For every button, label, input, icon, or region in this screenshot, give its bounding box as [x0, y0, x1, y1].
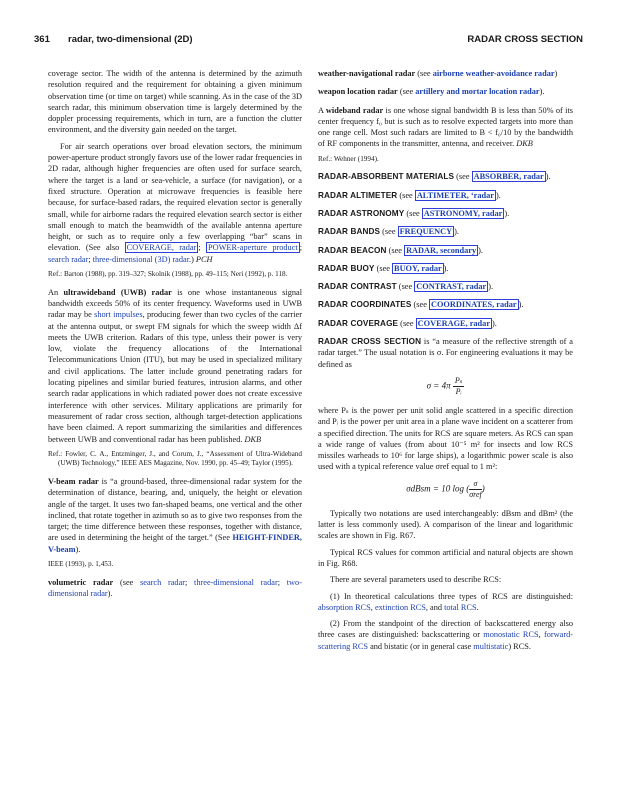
cross-reference-term: RADAR COVERAGE [318, 318, 399, 328]
cross-reference-link[interactable]: COORDINATES, radar [430, 300, 517, 310]
link-3d-radar[interactable]: three-dimensional (3D) radar. [92, 254, 192, 264]
cross-reference-entry: RADAR BEACON (see RADAR, secondary ). [318, 245, 483, 255]
right-column [318, 68, 573, 657]
term-volumetric: volumetric radar [48, 577, 114, 587]
cross-reference-entry: RADAR CONTRAST (see CONTRAST, radar ). [318, 282, 494, 292]
cross-reference-link[interactable]: ASTRONOMY, radar [423, 208, 503, 218]
paragraph: where Pₛ is the power per unit solid angle scattered in a specific direction and Pᵢ is the power per unit area in a plane wave incident on a scatterer from a specified direction. The units for RCS are square meters. As RCS can span a wide range of values (from about 10⁻⁵ m² for insects and low RCS missiles warheads to 10⁶ for large ships), a logarithmic power scale is also used with a typical reference value σref equal to 1 m²: [318, 405, 573, 472]
term-uwb: ultrawideband (UWB) radar [63, 287, 172, 297]
cross-reference-link[interactable]: CONTRAST, radar [416, 282, 487, 292]
entry-weapon-location: weapon location radar (see artillery and mortar location radar). [318, 87, 545, 97]
cross-reference-entry: RADAR ASTRONOMY (see ASTRONOMY, radar ). [318, 208, 510, 218]
page-header [34, 34, 583, 50]
paragraph: (2) From the standpoint of the direction of backscattered energy also three cases are distinguished: backscattering or monostatic RCS, forward-scattering RCS and bistatic (or in general case multistatic) RCS. [318, 619, 574, 651]
entry-weather-nav: weather-navigational radar (see airborne weather-avoidance radar) [318, 69, 558, 78]
cross-reference-entry: RADAR COORDINATES (see COORDINATES, radar ). [318, 300, 524, 310]
link-3d-radar[interactable]: three-dimensional radar [194, 577, 278, 587]
left-column [48, 68, 302, 604]
link-power-aperture-product[interactable]: POWER-aperture product [208, 243, 298, 253]
cross-reference-term: RADAR-ABSORBENT MATERIALS [318, 172, 455, 182]
term-wideband: wideband radar [325, 105, 384, 115]
link-multistatic[interactable]: multistatic [473, 641, 509, 651]
paragraph: For air search operations over broad elevation sectors, the minimum power-aperture product strongly favors use of the lower radar frequencies in 2D radar, although higher frequencies are often used for surface search, where the target is a land or sea-vehicle, a surface (for navigation), or a fixed structure. Operation at microwave frequencies is feasible here because, for surface-based radars, the required elevation sector is generally small, while for airborne radars the required elevation search sector is either small enough to match the beamwidth of the available antenna aperture height, or such as to require only a few overlapping “bar” scans in elevation. (See also COVERAGE, radar ; POWER-aperture product ; search radar; three-dimensional (3D) radar.) PCH [48, 141, 302, 264]
reference: Ref.: Wehner (1994). [318, 154, 379, 163]
term-vbeam: V-beam radar [48, 476, 99, 486]
cross-reference-entry: RADAR-ABSORBENT MATERIALS (see ABSORBER, radar ). [318, 172, 551, 182]
term-rcs: RADAR CROSS SECTION [318, 337, 422, 347]
cross-reference-list [318, 171, 573, 329]
formula-dbsm: σdBsm = 10 log ( $\frac{\sigma}{\text{σref}}$ ) [406, 478, 485, 499]
paragraph: (1) In theoretical calculations three types of RCS are distinguished: absorption RCS, extinction RCS, and total RCS. [318, 591, 573, 612]
link-total-rcs[interactable]: total RCS [444, 602, 477, 612]
link-2d-radar[interactable]: two-dimensional radar [48, 577, 302, 598]
reference: IEEE (1993), p. 1,453. [48, 560, 114, 569]
cross-reference-entry: RADAR BUOY (see BUOY, radar ). [318, 263, 449, 273]
cross-reference-link[interactable]: ABSORBER, radar [473, 172, 544, 182]
page-number: 361 [34, 34, 50, 45]
link-weather-avoidance[interactable]: airborne weather-avoidance radar [432, 69, 555, 78]
cross-reference-term: RADAR CONTRAST [318, 282, 397, 292]
section-title: radar, two-dimensional (2D) [68, 34, 193, 45]
link-search-radar[interactable]: search radar [140, 577, 186, 587]
link-forward-scattering-rcs[interactable]: forward-scattering RCS [318, 630, 574, 651]
cross-reference-term: RADAR ASTRONOMY [318, 208, 405, 218]
link-extinction-rcs[interactable]: extinction RCS [374, 602, 426, 612]
reference: Ref.: Fowler, C. A., Entzminger, J., and Corum, J., “Assessment of Ultra-Wideband (UWB) Technology,” IEEE AES Magazine, Nov. 1990, pp. 45–49; Taylor (1995). [48, 449, 302, 468]
link-monostatic-rcs[interactable]: monostatic RCS [483, 630, 539, 640]
paragraph: There are several parameters used to describe RCS: [330, 575, 502, 585]
cross-reference-link[interactable]: BUOY, radar [394, 263, 442, 273]
cross-reference-term: RADAR BANDS [318, 227, 381, 237]
cross-reference-term: RADAR COORDINATES [318, 300, 412, 310]
paragraph-wideband: A wideband radar is one whose signal bandwidth B is less than 50% of its center frequency f₀ but is such as to resolve expected targets into more than one range cell. Most such radars are limited to B < f₀/10 by the bandwidth of RF components in the transmitter, antenna, and receiver. DKB [318, 105, 574, 149]
reference: Ref.: Barton (1988), pp. 319–327; Skolnik (1988), pp. 49–115; Neri (1992), p. 118. [48, 270, 288, 279]
paragraph: Typical RCS values for common artificial and natural objects are shown in Fig. R68. [318, 547, 573, 568]
author-initials: PCH [195, 254, 213, 264]
author-initials: DKB [244, 434, 262, 444]
cross-reference-link[interactable]: RADAR, secondary [406, 245, 477, 255]
paragraph-uwb: An ultrawideband (UWB) radar is one whose instantaneous signal bandwidth exceeds 50% of its center frequency. Waveforms used in UWB radar may be short impulses, producing fewer than two cycles of the carrier at the antenna output, or swept FM signals for which the sweep width Δf meets the UWB criterion. Radars of this type, unless their power is very low, violate the frequency allocations of the International Telecommunications Union (ITU), but may be used in specialized military and civil applications. The latter include ground penetrating radars for locating pipelines and similar buried features, intrusion alarms, and other search radar applications in which radiated power does not create excessive interference with other services. Military applications are primarily for measurement of radar cross section, although target-detection applications have been claimed. A report summarizing the similarities and differences between UWB and conventional radar has been published. DKB [48, 287, 303, 444]
paragraph-rcs: RADAR CROSS SECTION is “a measure of the reflective strength of a radar target.” The usual notation is σ. For engineering evaluations it may be defined as [318, 337, 573, 369]
paragraph: Typically two notations are used interchangeably: dBsm and dBm² (the latter is less commonly used). A comparison of the linear and logarithmic scales are shown in Fig. R67. [318, 508, 573, 541]
link-coverage-radar[interactable]: COVERAGE, radar [126, 243, 197, 253]
cross-reference-link[interactable]: ALTIMETER, ‘radar [416, 190, 494, 200]
cross-reference-link[interactable]: FREQUENCY [399, 227, 453, 237]
paragraph-volumetric: volumetric radar (see search radar; three-dimensional radar; two-dimensional radar). [48, 577, 302, 598]
formula-rcs: σ = 4π $\frac{\text{Pₛ}}{\text{Pᵢ}}$ [426, 375, 463, 396]
link-artillery-mortar[interactable]: artillery and mortar location radar [415, 87, 540, 97]
cross-reference-entry: RADAR BANDS (see FREQUENCY ). [318, 227, 459, 237]
link-search-radar[interactable]: search radar [48, 254, 89, 264]
link-absorption-rcs[interactable]: absorption RCS [318, 602, 371, 612]
link-short-impulses[interactable]: short impulses [94, 310, 143, 320]
cross-reference-term: RADAR BEACON [318, 245, 387, 255]
cross-reference-entry: RADAR ALTIMETER (see ALTIMETER, ‘radar ). [318, 190, 501, 200]
running-title: RADAR CROSS SECTION [467, 34, 583, 45]
cross-reference-link[interactable]: COVERAGE, radar [417, 318, 491, 328]
paragraph: coverage sector. The width of the antenna is determined by the azimuth resolution required and the requirement for obtaining a given minimum observation time (or time on target) while scanning. As in the case of the 3D search radar, this minimum observation time is largely determined by the doppler processing requirements, which in turn, are a function the clutter environment, and the diversity gain needed on the target. [48, 69, 302, 135]
cross-reference-entry: RADAR COVERAGE (see COVERAGE, radar ). [318, 318, 497, 328]
cross-reference-term: RADAR ALTIMETER [318, 190, 398, 200]
cross-reference-term: RADAR BUOY [318, 263, 375, 273]
paragraph-vbeam: V-beam radar is “a ground-based, three-dimensional radar system for the determination of distance, bearing, and, uniquely, the height or elevation angle of the target. It uses two fan-shaped beams, one vertical and the other inclined, that rotate together in azimuth so as to give two responses from the target; the time difference between these responses, together with distance, are used in determining the height of the target.” (See HEIGHT-FINDER, V-beam). [48, 476, 302, 554]
link-height-finder[interactable]: HEIGHT-FINDER, V-beam [48, 533, 302, 554]
author-initials: DKB [516, 139, 533, 149]
